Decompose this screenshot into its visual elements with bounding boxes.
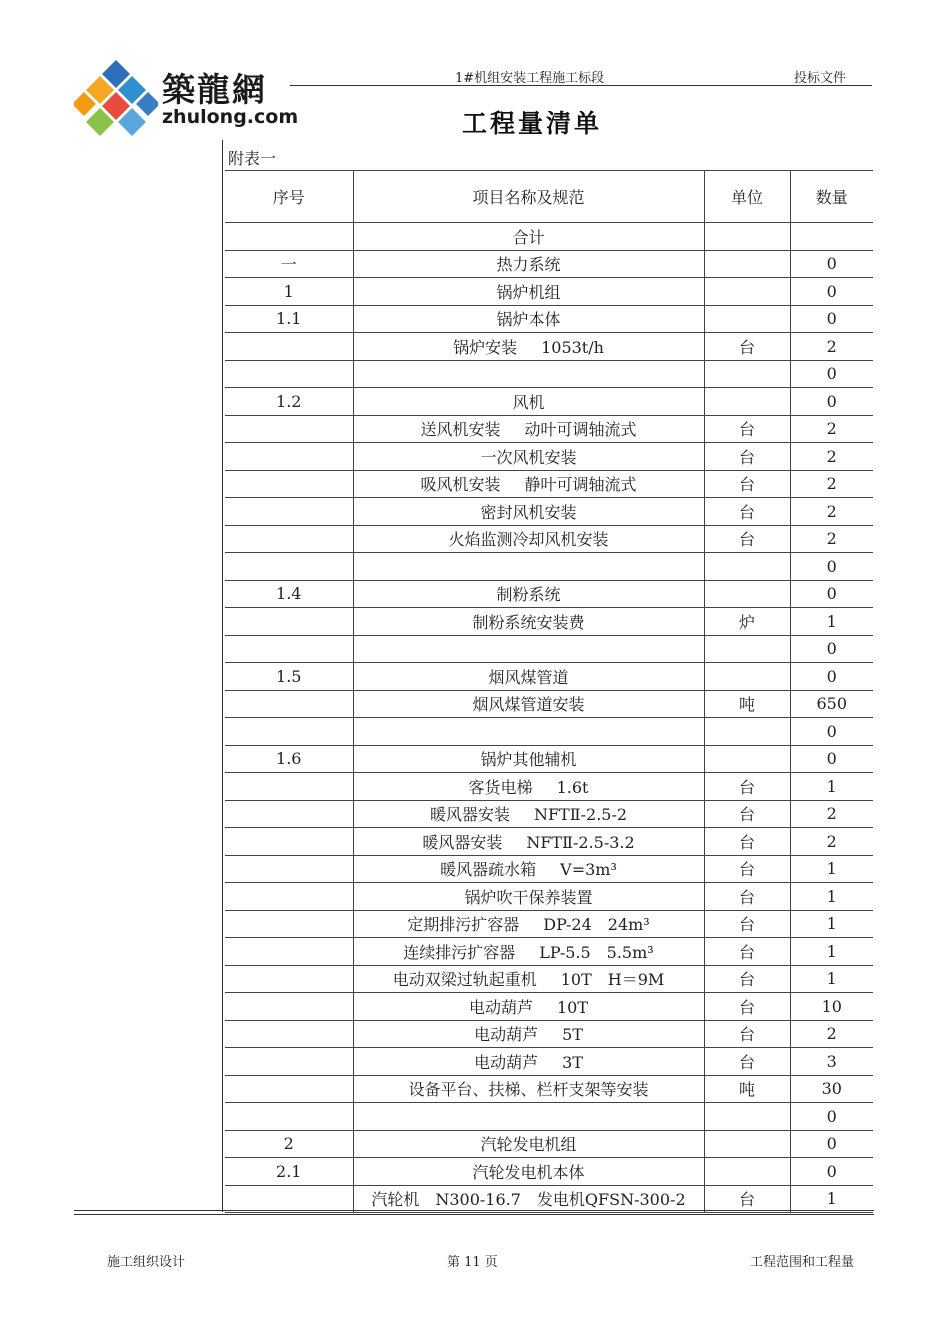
- cell-unit: 台: [704, 1020, 790, 1048]
- cell-name: [353, 965, 704, 993]
- cell-qty: 2: [790, 498, 873, 526]
- cell-name: [353, 773, 704, 801]
- cell-unit: [704, 278, 790, 306]
- table-row: [225, 1020, 873, 1048]
- footer-rule-thin: [74, 1214, 874, 1215]
- cell-no: [225, 333, 353, 361]
- cell-no: 1.5: [225, 663, 353, 691]
- cell-name: [353, 635, 704, 663]
- cell-unit: [704, 718, 790, 746]
- cell-unit: 台: [704, 938, 790, 966]
- table-row: [225, 883, 873, 911]
- cell-name: [353, 360, 704, 388]
- cell-unit: 台: [704, 800, 790, 828]
- cell-qty: 1: [790, 773, 873, 801]
- zhulong-logo: [74, 58, 299, 138]
- cell-unit: 台: [704, 965, 790, 993]
- cell-unit: [704, 553, 790, 581]
- table-row: [225, 965, 873, 993]
- page-number: 第 11 页: [447, 1255, 498, 1270]
- cell-no: [225, 690, 353, 718]
- item-spec: 动叶可调轴流式: [524, 420, 637, 440]
- table-row: [225, 278, 873, 306]
- item-name: 暖风器安装: [422, 832, 503, 852]
- table-row: [225, 223, 873, 251]
- table-row: [225, 938, 873, 966]
- cell-qty: 0: [790, 388, 873, 416]
- table-row: [225, 250, 873, 278]
- cell-name: [353, 443, 704, 471]
- cell-unit: 台: [704, 470, 790, 498]
- cell-qty: 0: [790, 360, 873, 388]
- left-margin-rule: [222, 140, 223, 1212]
- attachment-label: 附表一: [228, 149, 277, 168]
- item-spec: 1.6t: [556, 777, 589, 797]
- table-row: [225, 993, 873, 1021]
- cell-name: [353, 470, 704, 498]
- cell-name: [353, 498, 704, 526]
- cell-no: 一: [225, 250, 353, 278]
- footer-rule: [74, 1210, 874, 1211]
- cell-name: [353, 1158, 704, 1186]
- cell-name: [353, 828, 704, 856]
- table-row: [225, 745, 873, 773]
- cell-no: [225, 223, 353, 251]
- table-row: [225, 718, 873, 746]
- cell-name: [353, 1130, 704, 1158]
- cell-qty: 0: [790, 635, 873, 663]
- cell-unit: [704, 1130, 790, 1158]
- item-name: 一次风机安装: [480, 447, 577, 467]
- cell-unit: 台: [704, 1048, 790, 1076]
- cell-name: [353, 800, 704, 828]
- cell-unit: 台: [704, 855, 790, 883]
- cell-no: [225, 855, 353, 883]
- cell-name: [353, 1103, 704, 1131]
- item-name: 汽轮发电机本体: [472, 1162, 585, 1182]
- table-row: [225, 1103, 873, 1131]
- cell-unit: [704, 635, 790, 663]
- cell-no: [225, 498, 353, 526]
- cell-name: [353, 1020, 704, 1048]
- cell-qty: [790, 223, 873, 251]
- table-row: [225, 1185, 873, 1213]
- cell-unit: 台: [704, 525, 790, 553]
- item-name: 汽轮发电机组: [480, 1135, 577, 1155]
- item-name: 锅炉吹干保养装置: [464, 887, 593, 907]
- cell-unit: [704, 663, 790, 691]
- footer-right: 工程范围和工程量: [750, 1255, 855, 1270]
- cell-unit: 台: [704, 333, 790, 361]
- cell-no: [225, 525, 353, 553]
- logo-emblem-icon: [74, 58, 158, 138]
- item-name: 送风机安装: [420, 420, 501, 440]
- item-name: 电动葫芦: [468, 997, 533, 1017]
- page-title: 工程量清单: [462, 109, 603, 138]
- cell-name: [353, 333, 704, 361]
- cell-unit: [704, 1103, 790, 1131]
- cell-no: [225, 883, 353, 911]
- item-name: 暖风器安装: [429, 805, 510, 825]
- cell-no: [225, 1075, 353, 1103]
- cell-no: 1: [225, 278, 353, 306]
- header-qty: 数量: [790, 171, 873, 223]
- cell-name: [353, 580, 704, 608]
- cell-no: [225, 360, 353, 388]
- cell-unit: [704, 360, 790, 388]
- cell-qty: 1: [790, 910, 873, 938]
- header-unit: 单位: [704, 171, 790, 223]
- cell-no: [225, 470, 353, 498]
- cell-qty: 1: [790, 855, 873, 883]
- cell-name: [353, 305, 704, 333]
- table-row: [225, 360, 873, 388]
- item-name: 连续排污扩容器: [403, 942, 516, 962]
- header-name: 项目名称及规范: [353, 171, 704, 223]
- cell-unit: 台: [704, 498, 790, 526]
- item-spec: NFTⅡ-2.5-3.2: [526, 832, 635, 852]
- item-name: 暖风器疏水箱: [440, 860, 537, 880]
- table-row: [225, 663, 873, 691]
- cell-qty: 1: [790, 938, 873, 966]
- item-name: 电动双梁过轨起重机: [392, 970, 537, 990]
- table-row: [225, 305, 873, 333]
- cell-qty: 0: [790, 663, 873, 691]
- item-name: 锅炉其他辅机: [480, 750, 577, 770]
- item-name: 电动葫芦: [474, 1052, 539, 1072]
- header-document-type: 投标文件: [794, 71, 847, 86]
- cell-name: [353, 1048, 704, 1076]
- cell-name: [353, 883, 704, 911]
- header-no: 序号: [225, 171, 353, 223]
- cell-name: [353, 388, 704, 416]
- table-row: [225, 443, 873, 471]
- cell-no: [225, 553, 353, 581]
- item-name: 烟风煤管道安装: [472, 695, 585, 715]
- cell-qty: 2: [790, 525, 873, 553]
- cell-name: [353, 278, 704, 306]
- item-name: 吸风机安装: [420, 475, 501, 495]
- item-spec: LP-5.5 5.5m³: [539, 942, 654, 962]
- table-row: [225, 1158, 873, 1186]
- table-row: [225, 580, 873, 608]
- cell-name: [353, 690, 704, 718]
- item-name: 汽轮机 N300-16.7 发电机QFSN-300-2: [371, 1190, 686, 1210]
- cell-qty: 1: [790, 1185, 873, 1213]
- cell-no: [225, 993, 353, 1021]
- cell-no: [225, 1185, 353, 1213]
- item-name: 锅炉机组: [496, 282, 561, 302]
- item-spec: NFTⅡ-2.5-2: [533, 805, 628, 825]
- item-spec: 静叶可调轴流式: [524, 475, 637, 495]
- table-row: [225, 1048, 873, 1076]
- cell-qty: 2: [790, 828, 873, 856]
- cell-name: [353, 1075, 704, 1103]
- cell-name: [353, 910, 704, 938]
- cell-unit: [704, 388, 790, 416]
- table-row: [225, 608, 873, 636]
- cell-no: [225, 718, 353, 746]
- cell-no: [225, 938, 353, 966]
- header-project-name: 1#机组安装工程施工标段: [455, 71, 605, 86]
- table-row: [225, 498, 873, 526]
- cell-qty: 1: [790, 965, 873, 993]
- cell-qty: 2: [790, 443, 873, 471]
- cell-qty: 2: [790, 800, 873, 828]
- cell-name: [353, 608, 704, 636]
- item-name: 密封风机安装: [480, 502, 577, 522]
- logo-chinese-text: 築龍網: [162, 70, 267, 109]
- cell-unit: 台: [704, 443, 790, 471]
- cell-no: 1.1: [225, 305, 353, 333]
- cell-unit: [704, 745, 790, 773]
- cell-qty: 0: [790, 580, 873, 608]
- cell-name: [353, 855, 704, 883]
- cell-qty: 0: [790, 278, 873, 306]
- table-row: [225, 635, 873, 663]
- cell-name: [353, 553, 704, 581]
- item-name: 烟风煤管道: [488, 667, 569, 687]
- cell-qty: 3: [790, 1048, 873, 1076]
- cell-name: [353, 718, 704, 746]
- item-spec: V=3m³: [560, 860, 617, 880]
- table-row: [225, 1075, 873, 1103]
- cell-no: 2.1: [225, 1158, 353, 1186]
- cell-name: [353, 938, 704, 966]
- cell-unit: [704, 580, 790, 608]
- cell-unit: [704, 250, 790, 278]
- table-row: [225, 1130, 873, 1158]
- cell-name: [353, 993, 704, 1021]
- cell-no: [225, 635, 353, 663]
- cell-qty: 0: [790, 305, 873, 333]
- cell-unit: 炉: [704, 608, 790, 636]
- item-name: 锅炉安装: [453, 337, 518, 357]
- cell-qty: 2: [790, 1020, 873, 1048]
- cell-qty: 650: [790, 690, 873, 718]
- cell-no: [225, 1048, 353, 1076]
- cell-unit: 吨: [704, 690, 790, 718]
- item-name: 制粉系统安装费: [472, 612, 585, 632]
- table-row: [225, 333, 873, 361]
- logo-domain-text: zhulong.com: [162, 106, 299, 128]
- table-row: [225, 773, 873, 801]
- cell-qty: 2: [790, 470, 873, 498]
- table-row: [225, 855, 873, 883]
- item-spec: 10T: [556, 997, 589, 1017]
- cell-no: 1.4: [225, 580, 353, 608]
- header-rule: [290, 85, 872, 86]
- cell-name: [353, 663, 704, 691]
- item-name: 设备平台、扶梯、栏杆支架等安装: [408, 1080, 649, 1100]
- cell-qty: 30: [790, 1075, 873, 1103]
- table-row: [225, 828, 873, 856]
- cell-qty: 0: [790, 1158, 873, 1186]
- cell-qty: 2: [790, 415, 873, 443]
- item-spec: 3T: [562, 1052, 583, 1072]
- cell-unit: 台: [704, 910, 790, 938]
- cell-no: [225, 608, 353, 636]
- cell-no: 2: [225, 1130, 353, 1158]
- table-row: [225, 690, 873, 718]
- item-name: 定期排污扩容器: [407, 915, 520, 935]
- cell-unit: [704, 1158, 790, 1186]
- item-name: 热力系统: [496, 255, 561, 275]
- table-row: [225, 415, 873, 443]
- table-row: [225, 553, 873, 581]
- item-spec: 1053t/h: [541, 337, 604, 357]
- quantity-table: [225, 170, 873, 1213]
- cell-name: [353, 1185, 704, 1213]
- footer-left: 施工组织设计: [107, 1255, 186, 1270]
- cell-unit: 台: [704, 993, 790, 1021]
- cell-no: [225, 965, 353, 993]
- table-row: [225, 470, 873, 498]
- cell-no: [225, 1103, 353, 1131]
- cell-no: [225, 910, 353, 938]
- cell-qty: 0: [790, 1103, 873, 1131]
- cell-no: 1.6: [225, 745, 353, 773]
- cell-no: 1.2: [225, 388, 353, 416]
- item-name: 电动葫芦: [474, 1025, 539, 1045]
- cell-unit: 台: [704, 773, 790, 801]
- cell-no: [225, 415, 353, 443]
- item-spec: 5T: [562, 1025, 583, 1045]
- cell-name: [353, 250, 704, 278]
- cell-qty: 0: [790, 250, 873, 278]
- cell-no: [225, 443, 353, 471]
- item-name: 客货电梯: [468, 777, 533, 797]
- cell-qty: 0: [790, 1130, 873, 1158]
- cell-unit: [704, 223, 790, 251]
- item-spec: 10T H＝9M: [560, 970, 665, 990]
- cell-no: [225, 800, 353, 828]
- cell-unit: [704, 305, 790, 333]
- cell-qty: 0: [790, 718, 873, 746]
- cell-unit: 台: [704, 883, 790, 911]
- cell-unit: 台: [704, 1185, 790, 1213]
- item-name: 火焰监测冷却风机安装: [448, 530, 609, 550]
- cell-unit: 台: [704, 828, 790, 856]
- item-name: 制粉系统: [496, 585, 561, 605]
- cell-name: [353, 525, 704, 553]
- table-header-row: [225, 171, 873, 223]
- cell-unit: 吨: [704, 1075, 790, 1103]
- cell-no: [225, 1020, 353, 1048]
- cell-name: [353, 223, 704, 251]
- table-row: [225, 388, 873, 416]
- cell-no: [225, 773, 353, 801]
- item-name: 合计: [512, 227, 545, 247]
- cell-no: [225, 828, 353, 856]
- item-name: 锅炉本体: [496, 310, 561, 330]
- cell-qty: 1: [790, 883, 873, 911]
- item-spec: DP-24 24m³: [543, 915, 650, 935]
- cell-qty: 0: [790, 745, 873, 773]
- cell-qty: 1: [790, 608, 873, 636]
- cell-unit: 台: [704, 415, 790, 443]
- item-name: 风机: [512, 392, 545, 412]
- cell-qty: 0: [790, 553, 873, 581]
- table-row: [225, 525, 873, 553]
- cell-qty: 2: [790, 333, 873, 361]
- cell-qty: 10: [790, 993, 873, 1021]
- cell-name: [353, 415, 704, 443]
- table-row: [225, 800, 873, 828]
- cell-name: [353, 745, 704, 773]
- table-row: [225, 910, 873, 938]
